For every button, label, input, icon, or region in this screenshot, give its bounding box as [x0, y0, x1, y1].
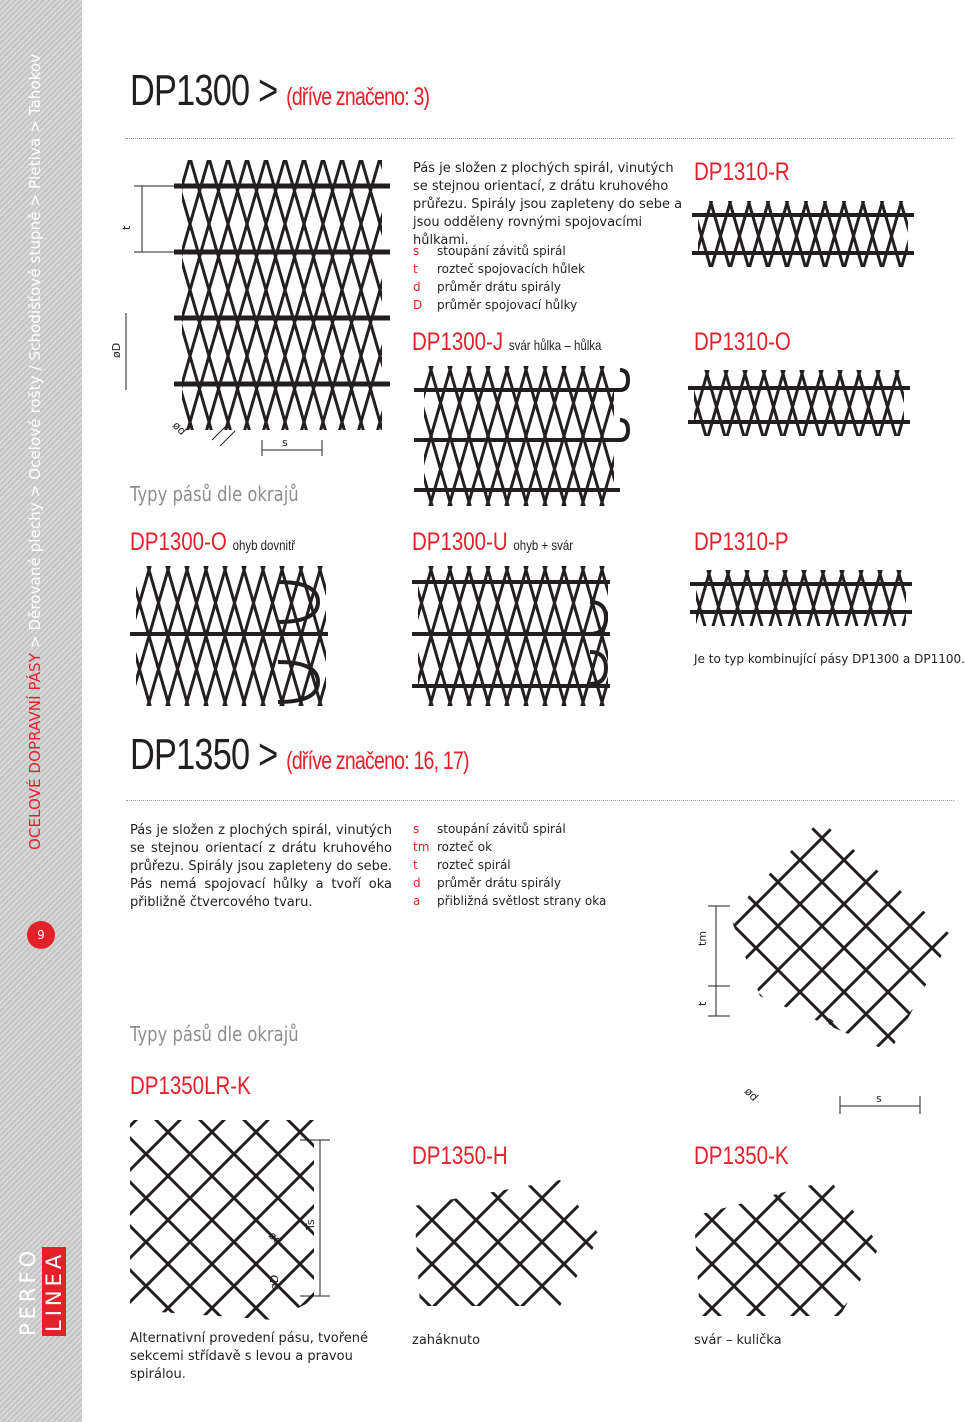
legend-text: rozteč spojovacích hůlek [437, 262, 585, 276]
dim-label-oD: øD [110, 342, 123, 358]
page-number-badge: 9 [27, 921, 55, 949]
legend-row [413, 874, 606, 892]
legend-text: stoupání závitů spirál [437, 822, 566, 836]
breadcrumb [26, 53, 44, 850]
variant-title-dp1300-u [412, 528, 573, 557]
logo-word-perfo: PERFO [16, 1246, 40, 1336]
divider [126, 138, 954, 139]
dp1300-o-diagram [128, 562, 348, 712]
legend-text: rozteč ok [437, 840, 493, 854]
dp1310-o-diagram [686, 366, 916, 440]
dim-label-tm: tm [696, 930, 709, 946]
dp1350-k-caption: svár – kulička [694, 1333, 782, 1348]
dp1310-r-diagram [690, 195, 920, 275]
legend-text: přibližná světlost strany oka [437, 894, 607, 908]
variant-title-dp1300-o [130, 528, 295, 557]
dp1350-subtitle: (dříve značeno: 16, 17) [286, 747, 469, 775]
legend-text: průměr drátu spirály [437, 280, 561, 294]
dp1350-description: Pás je složen z plochých spirál, vinutých se stejnou orientací z drátu kruhového průřezu. Spirály jsou zapleteny do sebe. Pás nemá spojovací hůlky a tvoří oka přibližně čtvercového tvaru. [130, 823, 392, 910]
dp1300-description: Pás je složen z plochých spirál, vinutých se stejnou orientací, z drátu kruhového průřezu. Spirály jsou zapleteny do sebe a jsou odděleny rovnými spojovacími hůlkami. [413, 161, 683, 248]
dp1300-subtitle: (dříve značeno: 3) [286, 83, 430, 111]
divider [126, 800, 954, 801]
variant-title-dp1310-r: DP1310-R [694, 158, 790, 186]
brand-logo [14, 1246, 70, 1396]
section-title-edge-types: Typy pásů dle okrajů [130, 482, 299, 506]
legend-key: s [413, 822, 420, 836]
dp1300-j-diagram [410, 362, 630, 512]
dp1350-mesh-diagram [690, 816, 956, 1118]
legend-text: rozteč spirál [437, 858, 511, 872]
section-title-edge-types: Typy pásů dle okrajů [130, 1022, 299, 1046]
legend-text: průměr drátu spirály [437, 876, 561, 890]
dp1310-p-diagram [688, 566, 918, 630]
variant-note: ohyb dovnitř [232, 537, 296, 553]
dim-label-s: s [876, 1092, 882, 1105]
legend-key: a [413, 894, 421, 908]
dp1300-heading [130, 66, 429, 116]
dim-label-od: ød [741, 1084, 761, 1104]
dim-label-s: s [282, 436, 288, 449]
dp1310-p-caption: Je to typ kombinující pásy DP1300 a DP1100. [694, 652, 965, 666]
dp1300-legend [413, 242, 585, 314]
legend-text: stoupání závitů spirál [437, 244, 566, 258]
dp1350-title: DP1350 > [130, 730, 278, 779]
dim-label-a: a [822, 1014, 837, 1028]
dp1350-h-caption: zaháknuto [412, 1333, 481, 1348]
dp1350lr-k-caption: Alternativní provedení pásu, tvořené sekcemi střídavě s levou a pravou spirálou. [130, 1331, 369, 1382]
legend-row [413, 838, 606, 856]
legend-row [413, 260, 585, 278]
variant-title-dp1310-o: DP1310-O [694, 328, 791, 356]
dim-label-od: ød [169, 418, 189, 438]
legend-row [413, 856, 606, 874]
legend-key: s [413, 244, 420, 258]
variant-name: DP1300-O [130, 528, 227, 556]
dp1300-mesh-diagram [112, 150, 402, 460]
legend-text: průměr spojovací hůlky [437, 298, 578, 312]
variant-title-dp1350-h: DP1350-H [412, 1142, 508, 1170]
legend-key: d [413, 280, 421, 294]
dp1350-heading [130, 730, 469, 780]
dp1350-h-diagram [410, 1176, 610, 1316]
legend-row [413, 242, 585, 260]
legend-row [413, 892, 606, 910]
variant-name: DP1300-U [412, 528, 508, 556]
dp1350-legend [413, 820, 606, 910]
dp1350-k-diagram [690, 1176, 890, 1326]
dp1300-u-diagram [410, 562, 630, 712]
variant-title-dp1300-j [412, 328, 601, 357]
legend-row [413, 296, 585, 314]
legend-key: d [413, 876, 421, 890]
breadcrumb-path[interactable]: > Děrované plechy > Ocelové rošty / Schodišťové stupně > Pletiva > Tahokov [26, 53, 44, 654]
legend-key: t [413, 858, 418, 872]
legend-row [413, 278, 585, 296]
variant-title-dp1310-p: DP1310-P [694, 528, 789, 556]
variant-title-dp1350-k: DP1350-K [694, 1142, 789, 1170]
dim-label-oD: øD [268, 1274, 281, 1290]
dim-label-Ts: Ts [304, 1219, 317, 1230]
dp1300-title: DP1300 > [130, 66, 278, 115]
legend-key: t [413, 262, 418, 276]
dim-label-t: t [696, 1001, 709, 1006]
legend-row [413, 820, 606, 838]
variant-name: DP1300-J [412, 328, 504, 356]
dim-label-od: ød [265, 1228, 285, 1248]
variant-title-dp1350lr-k: DP1350LR-K [130, 1072, 251, 1100]
dp1350lr-k-diagram [124, 1110, 334, 1330]
dim-label-t: t [120, 225, 133, 230]
breadcrumb-current[interactable]: OCELOVÉ DOPRAVNÍ PÁSY [26, 653, 44, 850]
variant-note: ohyb + svár [513, 537, 574, 553]
logo-word-linea: LINEA [42, 1247, 66, 1336]
legend-key: D [413, 298, 423, 312]
legend-key: tm [413, 840, 430, 854]
variant-note: svár hůlka – hůlka [508, 337, 602, 353]
